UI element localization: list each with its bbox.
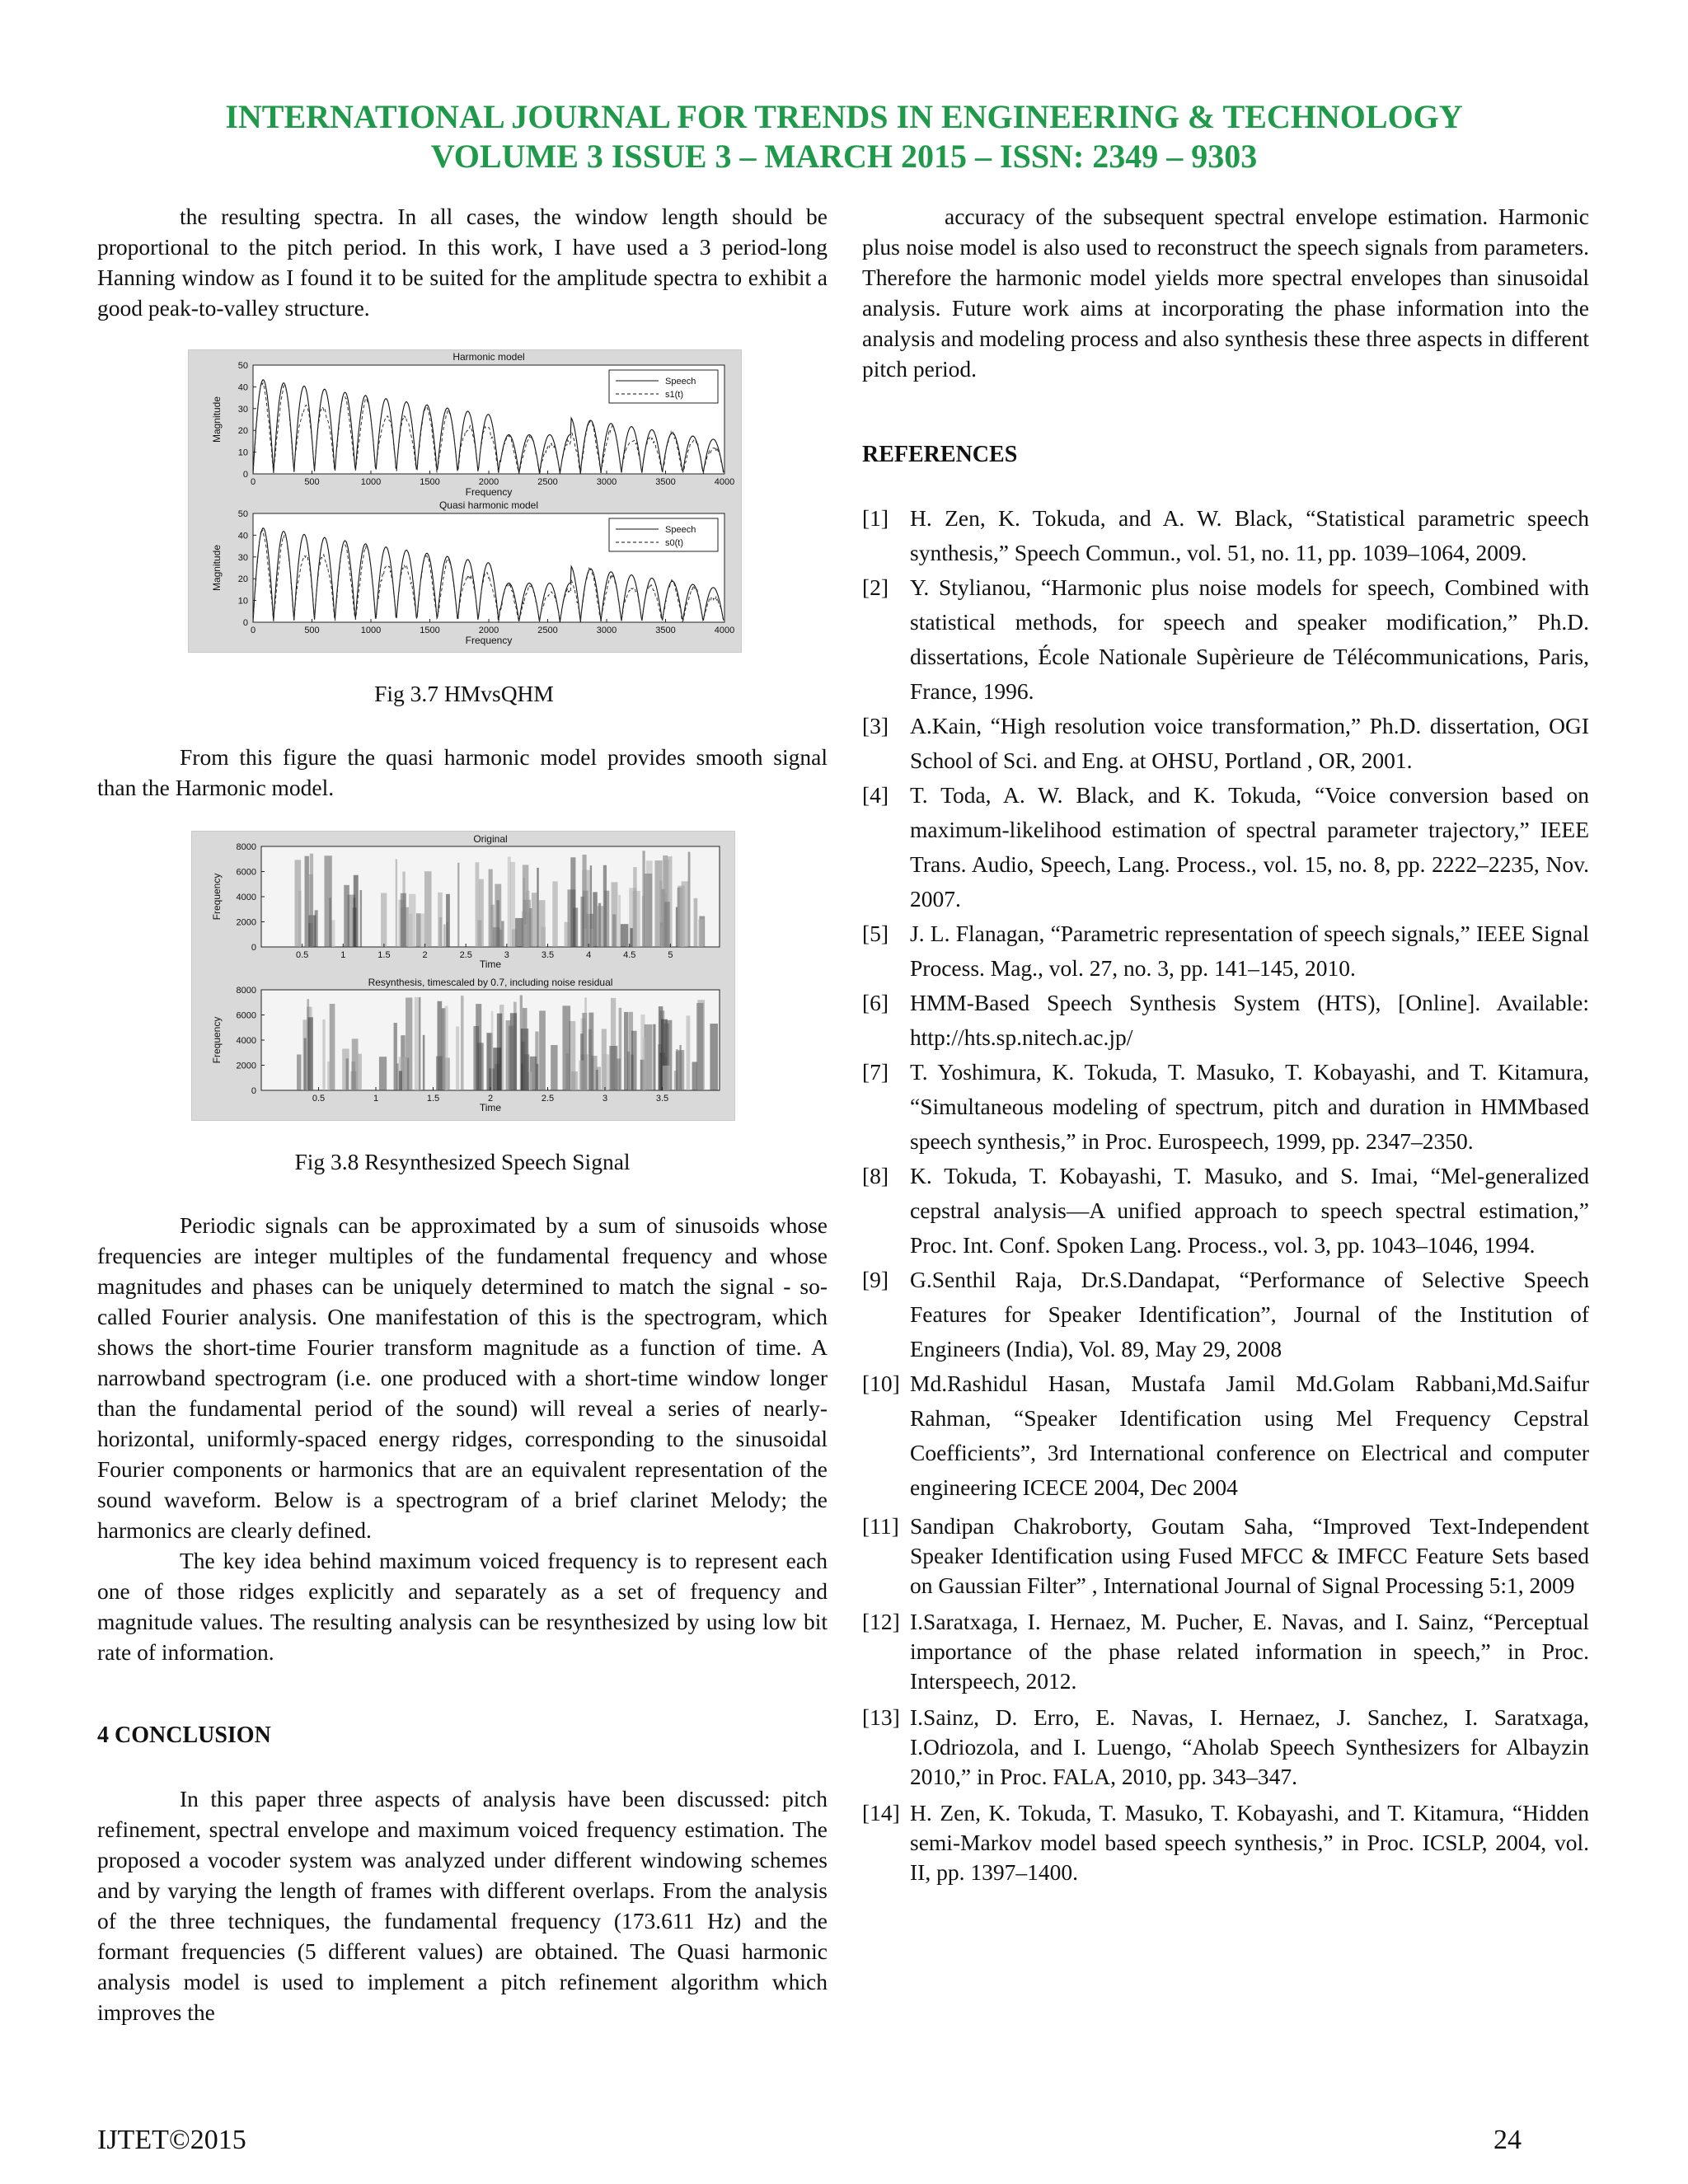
spectrogram-band <box>444 1006 448 1090</box>
reference-number: [14] <box>862 1800 900 1825</box>
x-tick-label: 1 <box>373 1094 379 1104</box>
plot-title: Original <box>473 833 508 845</box>
spectrogram-band <box>624 1012 628 1090</box>
x-tick-label: 3500 <box>655 626 676 635</box>
y-axis-label: Magnitude <box>211 544 223 592</box>
spectrogram-band <box>416 913 421 947</box>
x-tick-label: 1000 <box>360 626 382 635</box>
x-axis-label: Time <box>479 1102 502 1113</box>
spectrogram-band <box>394 1023 397 1090</box>
legend-box <box>609 518 718 551</box>
spectrogram-band <box>611 882 617 947</box>
journal-title: INTERNATIONAL JOURNAL FOR TRENDS IN ENGINEERING & TECHNOLOGY <box>225 98 1463 135</box>
reference-text: A.Kain, “High resolution voice transformation,” Ph.D. dissertation, OGI School of Sci. and Eng. at OHSU, Portland , OR, 2001. <box>910 713 1589 773</box>
y-axis-label: Frequency <box>211 873 223 921</box>
reference-number: [13] <box>862 1704 900 1730</box>
x-axis-label: Time <box>479 958 502 970</box>
reference-item <box>862 1263 1589 1366</box>
plot-title: Harmonic model <box>452 351 525 363</box>
x-tick-label: 500 <box>304 477 320 487</box>
spectrogram-band <box>381 893 387 947</box>
legend-label-speech: Speech <box>665 525 696 535</box>
reference-item <box>862 1607 1589 1696</box>
spectrogram-band <box>663 1066 670 1090</box>
spectrogram-band <box>643 1038 646 1090</box>
page-number: 24 <box>1493 2125 1522 2155</box>
reference-text: H. Zen, K. Tokuda, T. Masuko, T. Kobayashi, and T. Kitamura, “Hidden semi-Markov model based speech synthesis,” in Proc. ICSLP, 2004, vol. II, pp. 1397–1400. <box>910 1800 1589 1885</box>
x-tick-label: 3.5 <box>541 950 555 960</box>
spectrogram-band <box>495 884 501 947</box>
footer-copyright: IJTET©2015 <box>97 2125 246 2155</box>
x-tick-label: 3000 <box>596 626 617 635</box>
legend-label-model: s1(t) <box>665 390 683 400</box>
reference-text: I.Saratxaga, I. Hernaez, M. Pucher, E. Navas, and I. Sainz, “Perceptual importance of the phase related information in speech,” in Proc. Interspeech, 2012. <box>910 1609 1589 1694</box>
left-paragraph-2: From this figure the quasi harmonic model provides smooth signal than the Harmonic model. <box>97 744 828 800</box>
right-paragraph-1: accuracy of the subsequent spectral envelope estimation. Harmonic plus noise model is also used to reconstruct the speech signals from parameters. Therefore the harmonic model yields more spectral envelopes than sinusoidal analysis. Future work aims at incorporating the phase information into the analysis and modeling process and also synthesis these three aspects in different pitch period. <box>862 204 1589 382</box>
spectrogram-band <box>526 891 530 947</box>
spectrogram-band <box>645 1024 653 1090</box>
reference-item <box>862 1798 1589 1887</box>
plot-title: Resynthesis, timescaled by 0.7, including noise residual <box>368 977 613 988</box>
reference-text: G.Senthil Raja, Dr.S.Dandapat, “Performance of Selective Speech Features for Speaker Identification”, Journal of the Institution of Engineers (India), Vol. 89, May 29, 2008 <box>910 1267 1589 1361</box>
spectrogram-band <box>687 1015 691 1090</box>
reference-number: [1] <box>862 505 889 531</box>
x-tick-label: 0 <box>250 477 256 487</box>
spectrogram-band <box>456 1026 459 1090</box>
spectrogram-band <box>304 1038 307 1090</box>
y-tick-label: 30 <box>237 552 248 563</box>
y-tick-label: 8000 <box>236 986 256 996</box>
reference-text: Md.Rashidul Hasan, Mustafa Jamil Md.Golam Rabbani,Md.Saifur Rahman, “Speaker Identification using Mel Frequency Cepstral Coefficients”, 3rd International conference on Electrical and computer engineering ICECE 2004, Dec 2004 <box>910 1371 1589 1500</box>
spectrogram-band <box>551 1045 557 1090</box>
y-tick-label: 20 <box>237 426 248 437</box>
spectrogram-band <box>508 856 511 947</box>
reference-number: [9] <box>862 1267 889 1292</box>
reference-item <box>862 1703 1589 1792</box>
journal-volume: VOLUME 3 ISSUE 3 – MARCH 2015 – ISSN: 2349 – 9303 <box>430 138 1258 175</box>
y-tick-label: 40 <box>237 382 248 393</box>
y-tick-label: 50 <box>237 361 248 371</box>
y-tick-label: 4000 <box>236 1036 256 1046</box>
reference-text: K. Tokuda, T. Kobayashi, T. Masuko, and S. Imai, “Mel-generalized cepstral analysis—A unified approach to speech spectral estimation,” Proc. Int. Conf. Spoken Lang. Process., vol. 3, pp. 1043–1046, 1994. <box>910 1163 1589 1258</box>
x-tick-label: 2000 <box>478 477 499 487</box>
spectrogram-band <box>477 920 481 947</box>
spectrogram-band <box>438 893 443 947</box>
legend-box <box>609 370 718 403</box>
spectrogram-band <box>552 881 557 947</box>
x-tick-label: 1000 <box>360 477 382 487</box>
y-axis-label: Magnitude <box>211 396 223 443</box>
y-tick-label: 6000 <box>236 1010 256 1021</box>
y-tick-label: 50 <box>237 509 248 519</box>
spectrogram-band <box>358 1054 361 1090</box>
x-tick-label: 1.5 <box>377 950 391 960</box>
x-tick-label: 4 <box>586 950 592 960</box>
x-tick-label: 0.5 <box>295 950 309 960</box>
spectrogram-band <box>510 862 515 947</box>
y-tick-label: 8000 <box>236 842 256 852</box>
x-axis-label: Frequency <box>465 635 513 646</box>
spectrogram-band <box>399 1071 402 1090</box>
legend-label-speech: Speech <box>665 377 696 387</box>
reference-item <box>862 1055 1589 1159</box>
spectrogram-band <box>396 859 397 947</box>
spectrogram-band <box>539 1010 546 1090</box>
x-tick-label: 3 <box>602 1094 608 1104</box>
spectrogram-band <box>580 897 584 947</box>
figure-3-8 <box>191 831 735 1121</box>
spectrogram-band <box>591 929 594 947</box>
x-tick-label: 3 <box>504 950 509 960</box>
left-paragraph-3: Periodic signals can be approximated by a sum of sinusoids whose frequencies are integer multiples of the fundamental frequency and whose magnitudes and phases can be uniquely determined to match the signal - so-called Fourier analysis. One manifestation of this is the spectrogram, which shows the short-time Fourier transform magnitude as a function of time. A narrowband spectrogram (i.e. one produced with a short-time window longer than the fundamental period of the sound) will reveal a series of nearly-horizontal, uniformly-spaced energy ridges, corresponding to the sinusoidal Fourier components or harmonics that are an equivalent representation of the sound waveform. Below is a spectrogram of a brief clarinet Melody; the harmonics are clearly defined. <box>97 1212 828 1543</box>
spectrogram-band <box>407 914 412 947</box>
spectrogram-band <box>618 895 621 947</box>
spectrogram-band <box>617 1058 621 1090</box>
figure-3-7-plots <box>189 350 741 652</box>
spectrogram-band <box>694 898 698 947</box>
spectrogram-band <box>609 1046 617 1090</box>
conclusion-heading: 4 CONCLUSION <box>97 1722 271 1748</box>
y-tick-label: 4000 <box>236 893 256 902</box>
conclusion-paragraph: In this paper three aspects of analysis have been discussed: pitch refinement, spectral envelope and maximum voiced frequency estimation. The proposed a vocoder system was analyzed under different windowing schemes and by varying the length of frames with different overlaps. From the analysis of the three techniques, the fundamental frequency (173.611 Hz) and the formant frequencies (5 different values) are obtained. The Quasi harmonic analysis model is used to implement a pitch refinement algorithm which improves the <box>97 1786 828 2025</box>
spectrogram-band <box>524 1054 530 1090</box>
y-axis-label: Frequency <box>211 1016 223 1064</box>
y-tick-label: 2000 <box>236 917 256 928</box>
x-tick-label: 3.5 <box>655 1094 669 1104</box>
left-paragraph-1: the resulting spectra. In all cases, the window length should be proportional to the pitch period. In this work, I have used a 3 period-long Hanning window as I found it to be suited for the amplitude spectra to exhibit a good peak-to-valley structure. <box>97 204 828 321</box>
reference-text: J. L. Flanagan, “Parametric representation of speech signals,” IEEE Signal Process. Mag., vol. 27, no. 3, pp. 141–145, 2010. <box>910 921 1589 981</box>
spectrogram-band <box>344 885 349 947</box>
x-tick-label: 2500 <box>537 626 558 635</box>
spectrogram-band <box>423 1035 425 1090</box>
reference-text: I.Sainz, D. Erro, E. Navas, I. Hernaez, J. Sanchez, I. Saratxaga, I.Odriozola, and I. Luengo, “Aholab Speech Synthesizers for Albayzin 2010,” in Proc. FALA, 2010, pp. 343–347. <box>910 1704 1589 1789</box>
y-tick-label: 0 <box>242 470 248 480</box>
reference-number: [5] <box>862 921 889 946</box>
x-tick-label: 2000 <box>478 626 499 635</box>
spectrogram-band <box>443 925 446 947</box>
reference-item <box>862 916 1589 986</box>
spectrogram-band <box>506 1020 511 1090</box>
spectrogram-band <box>579 1061 584 1090</box>
spectrogram-band <box>298 891 301 947</box>
x-tick-label: 1 <box>340 950 346 960</box>
spectrogram-band <box>342 1048 349 1090</box>
x-tick-label: 2 <box>487 1094 494 1104</box>
reference-item <box>862 501 1589 570</box>
reference-item <box>862 709 1589 778</box>
y-tick-label: 10 <box>237 596 248 607</box>
spectrogram-band <box>308 1017 313 1090</box>
references-heading: REFERENCES <box>862 442 1018 467</box>
reference-text: HMM-Based Speech Synthesis System (HTS), [Online]. Available: http://hts.sp.nitech.ac.jp/ <box>910 990 1589 1050</box>
reference-item <box>862 778 1589 916</box>
reference-number: [7] <box>862 1059 889 1085</box>
spectrogram-band <box>324 855 331 947</box>
reference-text: Y. Stylianou, “Harmonic plus noise models for speech, Combined with statistical methods, for speech and speaker modification,” Ph.D. dissertations, École Nationale Supèrieure de Télécommunications, Paris, France, 1996. <box>910 574 1589 704</box>
spectrogram-band <box>379 1057 387 1090</box>
spectrogram-band <box>491 1011 494 1090</box>
spectrogram-band <box>419 997 420 1090</box>
spectrogram-band <box>461 996 464 1090</box>
spectrogram-band <box>603 1054 609 1090</box>
reference-text: Sandipan Chakroborty, Goutam Saha, “Improved Text-Independent Speaker Identification using Fused MFCC & IMFCC Feature Sets based on Gaussian Filter” , International Journal of Signal Processing 5:1, 2009 <box>910 1513 1589 1598</box>
spectrogram-band <box>310 854 313 947</box>
y-tick-label: 6000 <box>236 867 256 878</box>
x-tick-label: 4000 <box>714 477 735 487</box>
y-tick-label: 30 <box>237 404 248 415</box>
plot-title: Quasi harmonic model <box>438 499 539 511</box>
spectrogram-band <box>327 1062 331 1090</box>
spectrogram-band <box>436 1057 443 1090</box>
x-tick-label: 0 <box>250 626 256 635</box>
x-tick-label: 2.5 <box>541 1094 555 1104</box>
spectrogram-band <box>698 919 703 947</box>
spectrogram-band <box>420 913 427 947</box>
reference-item <box>862 986 1589 1055</box>
references-list <box>862 501 1589 1887</box>
spectrogram-band <box>598 906 605 947</box>
reference-text: H. Zen, K. Tokuda, and A. W. Black, “Statistical parametric speech synthesis,” Speech Commun., vol. 51, no. 11, pp. 1039–1064, 2009. <box>910 505 1589 565</box>
x-tick-label: 2 <box>422 950 428 960</box>
right-para-1-block <box>862 201 1589 384</box>
x-tick-label: 2.5 <box>459 950 472 960</box>
reference-number: [4] <box>862 782 889 808</box>
spectrogram-band <box>297 1054 301 1090</box>
spectrogram-band <box>476 1004 481 1090</box>
y-tick-label: 20 <box>237 574 248 585</box>
y-tick-label: 0 <box>251 943 256 953</box>
spectrogram-band <box>360 890 362 947</box>
reference-number: [8] <box>862 1163 889 1188</box>
spectrogram-band <box>604 891 609 947</box>
spectrogram-band <box>642 896 645 947</box>
left-paragraph-4: The key idea behind maximum voiced frequency is to represent each one of those ridges explicitly and separately as a set of frequency and magnitude values. The resulting analysis can be resynthesized by using low bit rate of information. <box>97 1548 828 1665</box>
y-tick-label: 2000 <box>236 1061 256 1071</box>
spectrogram-band <box>529 908 532 947</box>
spectrogram-band <box>570 857 575 947</box>
reference-item <box>862 1366 1589 1505</box>
x-tick-label: 4000 <box>714 626 735 635</box>
spectrogram-band <box>457 863 459 947</box>
y-tick-label: 40 <box>237 531 248 541</box>
reference-number: [2] <box>862 574 889 600</box>
x-tick-label: 5 <box>668 950 673 960</box>
spectrogram-band <box>584 997 587 1090</box>
spectrogram-band <box>541 927 546 947</box>
legend-label-model: s0(t) <box>665 538 683 548</box>
spectrogram-band <box>565 922 571 947</box>
spectrogram-band <box>631 1031 636 1090</box>
y-tick-label: 0 <box>242 618 248 628</box>
x-tick-label: 1500 <box>420 477 440 487</box>
spectrogram-band <box>680 886 685 947</box>
reference-item <box>862 570 1589 709</box>
spectrogram-band <box>678 1050 685 1090</box>
figure-3-8-caption: Fig 3.8 Resynthesized Speech Signal <box>294 1149 631 1174</box>
reference-item <box>862 1511 1589 1601</box>
x-tick-label: 3500 <box>655 477 676 487</box>
spectrogram-band <box>626 928 628 947</box>
figure-3-8-spectrograms <box>192 832 734 1120</box>
x-tick-label: 2500 <box>537 477 558 487</box>
spectrogram-band <box>688 852 691 947</box>
reference-text: T. Yoshimura, K. Tokuda, T. Masuko, T. Kobayashi, and T. Kitamura, “Simultaneous modeling of spectrum, pitch and duration in HMMbased speech synthesis,” in Proc. Eurospeech, 1999, pp. 2347–2350. <box>910 1059 1589 1154</box>
left-para-1-block <box>97 201 828 323</box>
left-para-3-block <box>97 1210 828 1667</box>
spectrogram-band <box>653 1024 655 1090</box>
reference-number: [3] <box>862 713 889 738</box>
x-tick-label: 1500 <box>420 626 440 635</box>
y-tick-label: 0 <box>251 1086 256 1096</box>
spectrogram-band <box>676 1049 678 1090</box>
x-tick-label: 0.5 <box>312 1094 326 1104</box>
spectrogram-band <box>532 893 537 947</box>
spectrogram-band <box>588 1013 593 1090</box>
spectrogram-band <box>352 1038 359 1090</box>
x-tick-label: 500 <box>304 626 320 635</box>
left-para-5-block <box>97 1783 828 2027</box>
reference-item <box>862 1159 1589 1263</box>
spectrogram-band <box>562 1005 570 1090</box>
figure-3-7 <box>188 349 742 653</box>
reference-number: [12] <box>862 1609 900 1634</box>
reference-number: [10] <box>862 1371 900 1396</box>
spectrogram-band <box>446 922 448 947</box>
spectrogram-band <box>322 1019 325 1090</box>
spectrogram-band <box>406 997 412 1090</box>
spectrogram-band <box>664 902 670 947</box>
reference-number: [11] <box>862 1513 899 1539</box>
spectrogram-band <box>354 875 359 947</box>
reference-text: T. Toda, A. W. Black, and K. Tokuda, “Voice conversion based on maximum-likelihood estimation of spectral parameter trajectory,” IEEE Trans. Audio, Speech, Lang. Process., vol. 15, no. 8, pp. 2222–2235, Nov. 2007. <box>910 782 1589 912</box>
spectrogram-band <box>710 1024 718 1090</box>
x-tick-label: 3000 <box>596 477 617 487</box>
reference-number: [6] <box>862 990 889 1015</box>
spectrogram-band <box>633 867 636 947</box>
x-axis-label: Frequency <box>465 486 513 498</box>
spectrogram-band <box>696 1003 703 1090</box>
figure-3-7-caption: Fig 3.7 HMvsQHM <box>374 681 554 706</box>
left-para-2-block <box>97 742 828 803</box>
x-tick-label: 4.5 <box>623 950 636 960</box>
x-tick-label: 1.5 <box>426 1094 440 1104</box>
spectrogram-band <box>493 1047 501 1090</box>
spectrogram-band <box>645 874 653 947</box>
y-tick-label: 10 <box>237 448 248 458</box>
